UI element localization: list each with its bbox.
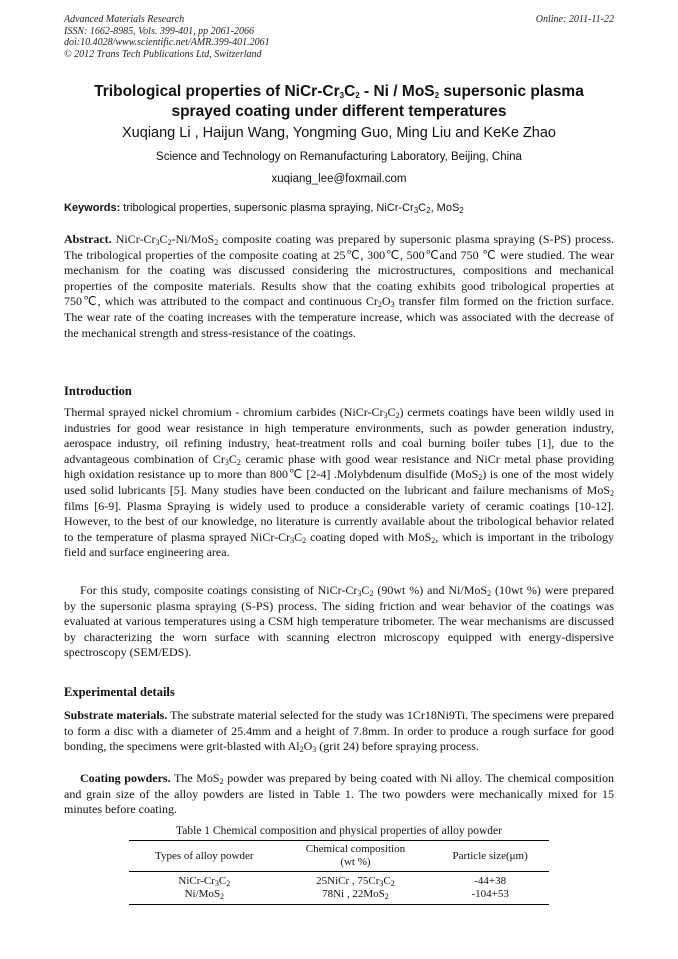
email[interactable]: xuqiang_lee@foxmail.com <box>271 173 407 185</box>
copyright-line: © 2012 Trans Tech Publications Ltd, Switzerland <box>64 48 262 60</box>
introduction-heading: Introduction <box>64 384 132 398</box>
cell-type: NiCr-$Cr_3C_2$ <box>178 875 231 888</box>
cell-composition: 25NiCr , $75Cr_3C_2$ <box>316 875 395 888</box>
cell-size: -104+53 <box>431 888 549 905</box>
cell-type: Ni/MoS$_2$ <box>129 888 280 905</box>
issn-line: ISSN: 1662-8985, Vols. 399-401, pp 2061-2066 <box>64 25 254 37</box>
col-header-composition: Chemical composition (wt %) <box>280 841 432 872</box>
experimental-heading: Experimental details <box>64 685 175 699</box>
cell-composition: 78Ni , 22MoS$_2$ <box>280 888 432 905</box>
paper-title: Tribological properties of NiCr-$Cr_3C_2$ - Ni / MoS$_2$ supersonic plasma sprayed coating under different temperatures <box>94 83 584 120</box>
doi-line: doi:10.4028/www.scientific.net/AMR.399-401.2061 <box>64 37 270 48</box>
keywords-label: Keywords: <box>64 202 121 214</box>
col-header-type: Types of alloy powder <box>129 841 280 872</box>
table-row <box>129 872 549 889</box>
journal-name: Advanced Materials Research <box>64 14 185 25</box>
affiliation: Science and Technology on Remanufacturing Laboratory, Beijing, China <box>156 151 522 163</box>
substrate-label: Substrate materials. <box>64 708 168 722</box>
introduction-para-1: Thermal sprayed nickel chromium - chromium carbides $(NiCr-Cr_3C_2)$ cermets coatings have been wildly used in industries for good wear resistance in high temperature environments, such as powder generation industry, aerospace industry, oil refining industry, heat-treatment rolls and coal burning boiler tubes [1], due to the advantageous combination of $Cr_3C_2$ ceramic phase with good wear resistance and NiCr metal phase providing high oxidation resistance up to more than 800℃ [2-4] .Molybdenum disulfide (MoS$_2$) is one of the most widely used solid lubricants [5]. Many studies have been conducted on the lubricant and failure mechanisms of MoS$_2$ films [6-9]. Plasma Spraying is widely used to produce a considerable variety of ceramic coatings [10-12]. However, to the best of our knowledge, no literature is currently available about the tribological behavior related to the temperature of plasma sprayed NiCr-$Cr_3C_2$ coating doped with MoS$_2$, which is important in the tribology field and surface engineering area. <box>64 405 615 560</box>
online-date: Online: 2011-11-22 <box>535 14 614 25</box>
page-header <box>64 14 614 60</box>
substrate-paragraph: Substrate materials. The substrate material selected for the study was 1Cr18Ni9Ti. The specimens were prepared to form a disc with a diameter of 25.4mm and a height of 7.8mm. In order to produce a rough surface for good bonding, the specimens were grit-blasted with $Al_2O_3$ (grit 24) before spraying process. <box>64 708 614 755</box>
authors: Xuqiang Li , Haijun Wang, Yongming Guo, Ming Liu and KeKe Zhao <box>122 125 556 141</box>
composition-table <box>129 840 549 905</box>
introduction-para-2: For this study, composite coatings consisting of NiCr-$Cr_3C_2$ (90wt %) and Ni/MoS$_2$ (10wt %) were prepared by the supersonic plasma spraying (S-PS) process. The siding friction and wear behavior of the coatings was evaluated at various temperatures using a CSM high temperature tribometer. The wear mechanisms are discussed by characterizing the worn surface with scanning electron microscopy equipped with energy-dispersive spectroscopy (SEM/EDS). <box>64 583 614 660</box>
coating-powders-label: Coating powders. <box>80 771 171 785</box>
table-row <box>129 888 549 905</box>
abstract-label: Abstract. <box>64 232 112 246</box>
coating-powders-paragraph: Coating powders. The MoS$_2$ powder was prepared by being coated with Ni alloy. The chemical composition and grain size of the alloy powders are listed in Table 1. The two powders were mechanically mixed for 15 minutes before coating. <box>64 771 614 817</box>
abstract: Abstract. NiCr-$Cr_3C_2-Ni/MoS_2$ composite coating was prepared by supersonic plasma spraying (S-PS) process. The tribological properties of the composite coating at 25℃, 300℃, 500℃and 750 ℃ were studied. The wear mechanism for the coating was discussed considering the microstructures, compositions and mechanical properties of the composite materials. Results show that the coating exhibits good tribological properties at 750℃, which was attributed to the compact and continuous $Cr_2O_3$ transfer film formed on the friction surface. The wear rate of the coating increases with the temperature increase, which was associated with the decrease of the mechanical strength and stress-resistance of the coatings. <box>64 232 614 340</box>
col-header-particle-size: Particle size(μm) <box>431 841 549 872</box>
table-caption: Table 1 Chemical composition and physical properties of alloy powder <box>176 825 502 837</box>
keywords: Keywords: tribological properties, supersonic plasma spraying, NiCr-$Cr_3C_2$, MoS$_2$ <box>64 202 464 215</box>
cell-size: -44+38 <box>474 875 507 887</box>
